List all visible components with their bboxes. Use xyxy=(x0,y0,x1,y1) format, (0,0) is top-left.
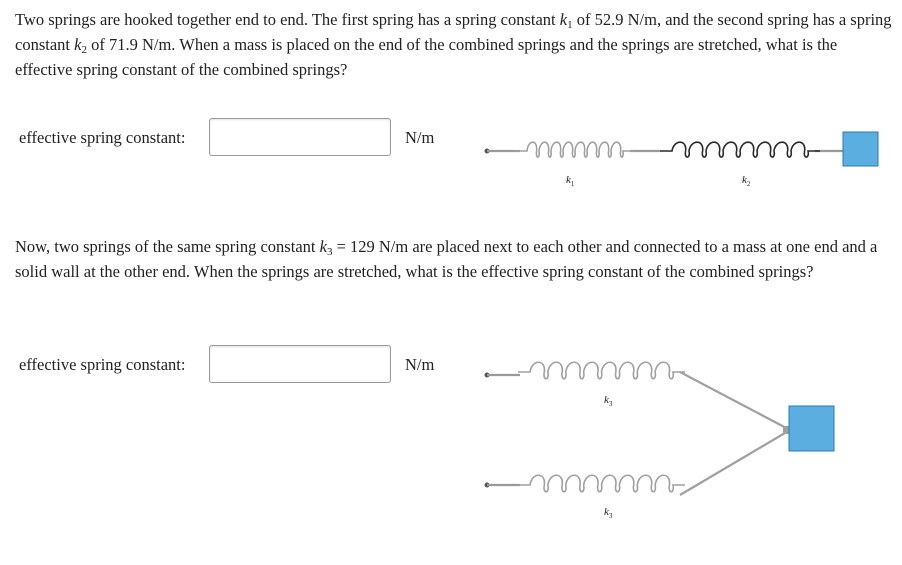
equals-sign: = xyxy=(332,237,350,256)
k2-value: 71.9 xyxy=(108,35,138,54)
problem1-text-end: . When a mass is placed on the end of the combined springs and the springs are stretched, what is the effective spring constant of the combined springs? xyxy=(15,35,838,79)
problem2-unit: N/m xyxy=(405,355,435,374)
problem1-intro: Two springs are hooked together end to end. The first spring has a spring constant xyxy=(15,10,560,29)
k2-subscript: 2 xyxy=(81,44,87,56)
problem1-text-mid2: , and the second spring has a spring constant xyxy=(15,10,892,54)
k3-unit: N/m xyxy=(378,237,409,256)
problem1-text-mid3: of xyxy=(86,35,109,54)
problem2-answer-label: effective spring constant: xyxy=(19,355,186,374)
k1-unit: N/m xyxy=(627,10,657,29)
k2-symbol: k xyxy=(74,35,82,54)
problem1-answer-label: effective spring constant: xyxy=(19,128,186,147)
k3-symbol: k xyxy=(319,237,327,256)
problem2-text-end: are placed next to each other and connected to a mass at one end and a solid wall at the other end. When the springs are stretched, what is the effective spring constant of the combined springs? xyxy=(15,237,878,281)
problem1-text-mid1: of xyxy=(572,10,595,29)
spring1-label: $k_1$ xyxy=(566,174,575,188)
k1-value: 52.9 xyxy=(594,10,624,29)
k3-value: 129 xyxy=(350,237,375,256)
spring3-bottom-label: $k_3$ xyxy=(604,506,613,520)
anchor-rods xyxy=(487,375,520,485)
problem2-intro: Now, two springs of the same spring constant xyxy=(15,237,320,256)
spring2-label: $k_2$ xyxy=(742,174,751,188)
spring3-top-label: $k_3$ xyxy=(604,394,613,408)
spring-k3-bottom xyxy=(518,475,685,492)
k3-subscript: 3 xyxy=(326,246,333,258)
k1-subscript: 1 xyxy=(567,19,573,31)
k1-symbol: k xyxy=(559,10,568,29)
mass-block-2 xyxy=(789,406,834,451)
connecting-rods xyxy=(680,372,790,495)
problem1-unit: N/m xyxy=(405,128,435,147)
spring-k3-top xyxy=(518,362,685,379)
k2-unit: N/m xyxy=(141,35,172,54)
